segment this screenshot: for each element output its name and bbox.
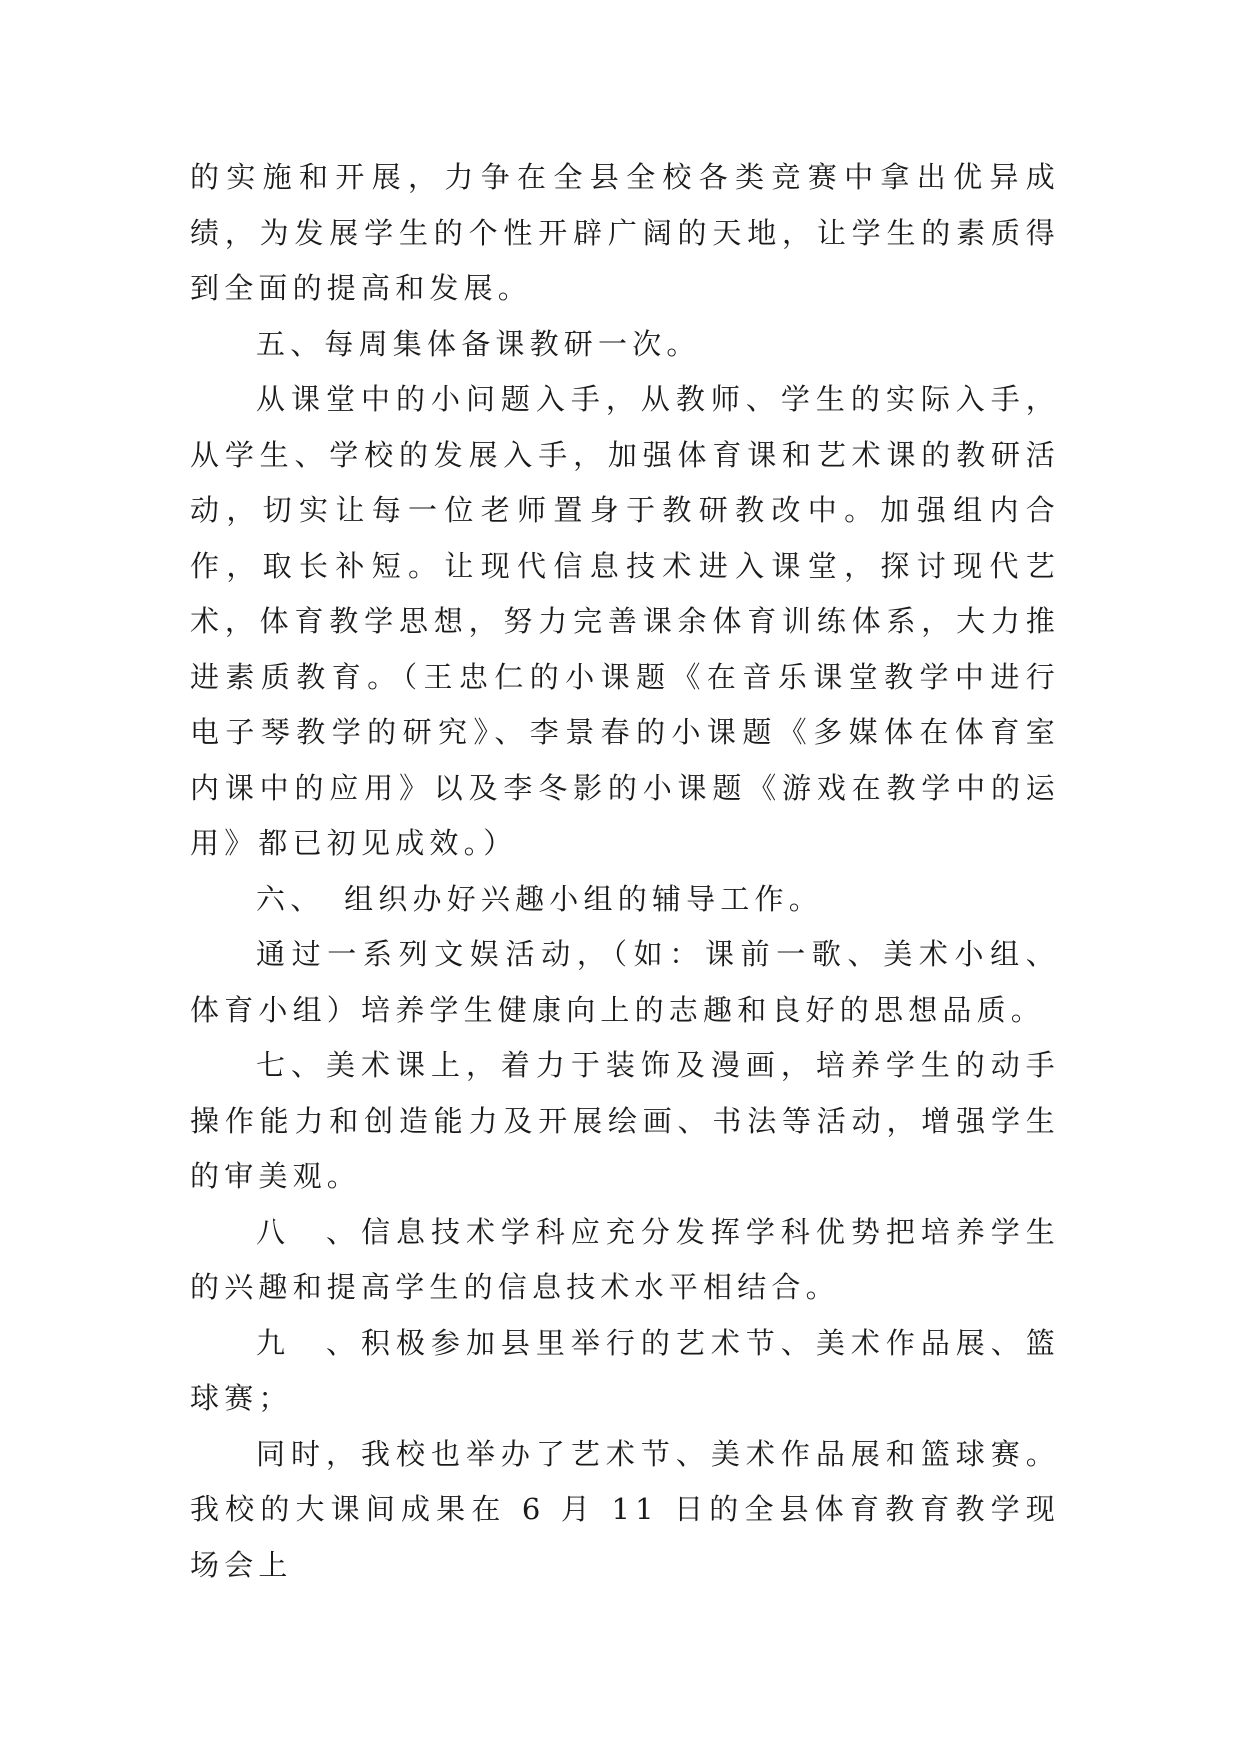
paragraph-item-six-heading: 六、 组织办好兴趣小组的辅导工作。 [256,881,823,916]
document-body [190,150,1060,1593]
paragraph-item-five-heading: 五、每周集体备课教研一次。 [256,326,701,361]
paragraph-continuation: 的实施和开展，力争在全县全校各类竞赛中拿出优异成绩，为发展学生的个性开辟广阔的天地，让学生的素质得到全面的提高和发展。 [190,160,1060,305]
paragraph-item-eight: 八 、信息技术学科应充分发挥学科优势把培养学生的兴趣和提高学生的信息技术水平相结合。 [190,1214,1060,1304]
paragraph-item-six-body: 通过一系列文娱活动，（如：课前一歌、美术小组、体育小组）培养学生健康向上的志趣和良好的思想品质。 [190,937,1060,1027]
paragraph-item-five-body: 从课堂中的小问题入手，从教师、学生的实际入手，从学生、学校的发展入手，加强体育课和艺术课的教研活动，切实让每一位老师置身于教研教改中。加强组内合作，取长补短。让现代信息技术进入课堂，探讨现代艺术，体育教学思想，努力完善课余体育训练体系，大力推进素质教育。（王忠仁的小课题《在音乐课堂教学中进行电子琴教学的研究》、李景春的小课题《多媒体在体育室内课中的应用》以及李冬影的小课题《游戏在教学中的运用》都已初见成效。） [190,382,1060,860]
paragraph-item-nine-heading: 九 、积极参加县里举行的艺术节、美术作品展、篮球赛； [190,1325,1060,1415]
paragraph-item-seven: 七、美术课上，着力于装饰及漫画，培养学生的动手操作能力和创造能力及开展绘画、书法等活动，增强学生的审美观。 [190,1048,1060,1193]
paragraph-item-nine-body: 同时，我校也举办了艺术节、美术作品展和篮球赛。我校的大课间成果在 6 月 11 日的全县体育教育教学现场会上 [190,1436,1060,1582]
